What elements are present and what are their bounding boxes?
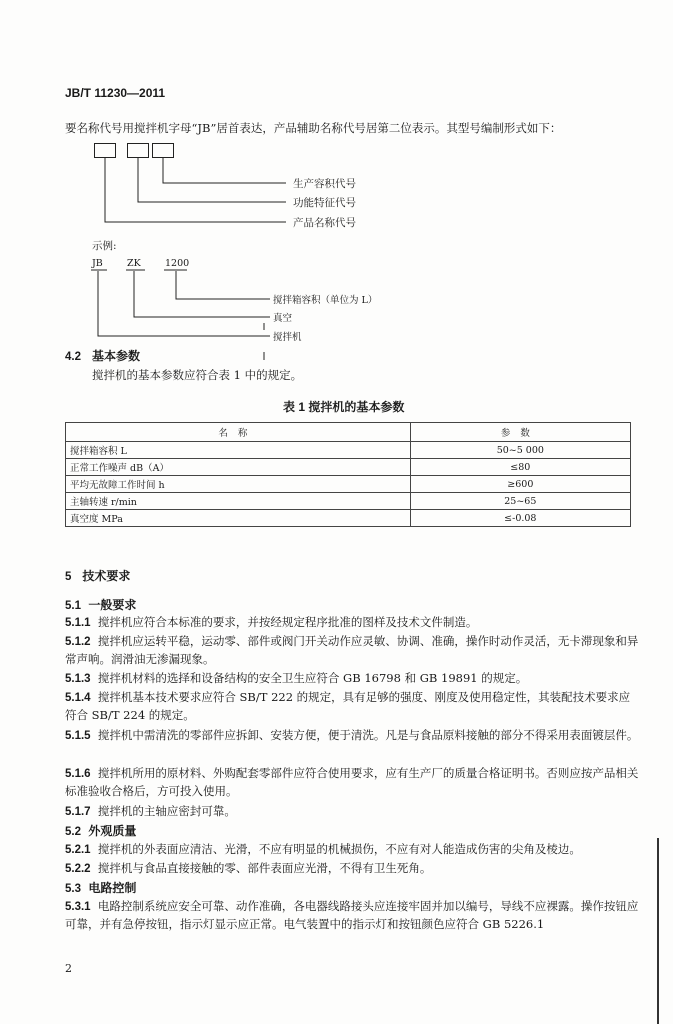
example-code-jb: JB	[92, 258, 103, 269]
example-leader-lines	[0, 0, 673, 360]
standard-number: JB/T 11230—2011	[65, 86, 166, 100]
table-row	[66, 510, 631, 527]
example-label-vacuum: 真空	[273, 313, 293, 324]
item-5-1-6: 5.1.6 搅拌机所用的原材料、外购配套零部件应符合使用要求，应有生产厂的质量合格证明书。否则应按产品相关标准验收合格后，方可投入使用。	[65, 766, 639, 798]
item-5-1-1: 5.1.1 搅拌机应符合本标准的要求，并按经规定程序批准的图样及技术文件制造。	[65, 615, 478, 629]
example-code-1200: 1200	[165, 258, 190, 269]
parameters-table	[65, 422, 631, 527]
table-row	[66, 442, 631, 459]
label-name-code: 产品名称代号	[293, 217, 356, 229]
table-row	[66, 459, 631, 476]
label-capacity-code: 生产容积代号	[293, 178, 356, 190]
item-5-3-1: 5.3.1 电路控制系统应安全可靠、动作准确，各电器线路接头应连接牢固并加以编号，导线不应裸露。操作按钮应可靠，并有急停按钮，指示灯显示应正常。电气装置中的指示灯和按钮颜色应符合 GB 5226.1	[65, 899, 639, 931]
item-5-3: 5.3 电路控制	[65, 881, 137, 895]
item-5-1: 5.1 一般要求	[65, 598, 137, 612]
item-5-1-7: 5.1.7 搅拌机的主轴应密封可靠。	[65, 804, 236, 818]
param-value: ≤-0.08	[410, 510, 630, 527]
table-row	[66, 493, 631, 510]
table-caption: 表 1 搅拌机的基本参数	[283, 400, 405, 414]
section-5-heading: 5 技术要求	[65, 569, 131, 583]
table-header-row	[66, 423, 631, 442]
param-value: ≥600	[410, 476, 630, 493]
param-value: ≤80	[410, 459, 630, 476]
label-feature-code: 功能特征代号	[293, 197, 356, 209]
example-label: 示例:	[92, 240, 117, 252]
scan-edge-line	[657, 838, 659, 1024]
item-5-1-4: 5.1.4 搅拌机基本技术要求应符合 SB/T 222 的规定，具有足够的强度、刚度及使用稳定性，其装配技术要求应符合 SB/T 224 的规定。	[65, 690, 631, 722]
item-5-1-2: 5.1.2 搅拌机应运转平稳，运动零、部件或阀门开关动作应灵敏、协调、准确，操作时动作灵活，无卡滞现象和异常声响。润滑油无渗漏现象。	[65, 634, 639, 666]
param-value: 50~5 000	[410, 442, 630, 459]
header-value: 参数	[410, 423, 630, 442]
item-5-1-3: 5.1.3 搅拌机材料的选择和设备结构的安全卫生应符合 GB 16798 和 GB 19891 的规定。	[65, 671, 528, 685]
item-5-2-1: 5.2.1 搅拌机的外表面应清洁、光滑，不应有明显的机械损伤，不应有对人能造成伤害的尖角及棱边。	[65, 842, 581, 856]
item-5-2-2: 5.2.2 搅拌机与食品直接接触的零、部件表面应光滑，不得有卫生死角。	[65, 861, 432, 875]
section-4-2-heading: 4.2 基本参数	[65, 349, 140, 363]
header-name: 名称	[66, 423, 411, 442]
page-number: 2	[65, 962, 72, 975]
item-5-1-5: 5.1.5 搅拌机中需清洗的零部件应拆卸、安装方便，便于清洗。凡是与食品原料接触的部分不得采用表面镀层件。	[65, 728, 639, 742]
section-4-2-text: 搅拌机的基本参数应符合表 1 中的规定。	[92, 368, 303, 382]
param-value: 25~65	[410, 493, 630, 510]
example-label-mixer: 搅拌机	[273, 332, 302, 343]
item-5-2: 5.2 外观质量	[65, 824, 137, 838]
intro-line: 要名称代号用搅拌机字母“JB”居首表达，产品辅助名称代号居第二位表示。其型号编制形式如下：	[65, 121, 562, 135]
example-label-capacity: 搅拌箱容积（单位为 L）	[273, 295, 378, 306]
param-name: 平均无故障工作时间 h	[66, 476, 411, 493]
param-name: 主轴转速 r/min	[66, 493, 411, 510]
param-name: 真空度 MPa	[66, 510, 411, 527]
example-code-zk: ZK	[127, 258, 141, 269]
param-name: 正常工作噪声 dB（A）	[66, 459, 411, 476]
table-row	[66, 476, 631, 493]
param-name: 搅拌箱容积 L	[66, 442, 411, 459]
